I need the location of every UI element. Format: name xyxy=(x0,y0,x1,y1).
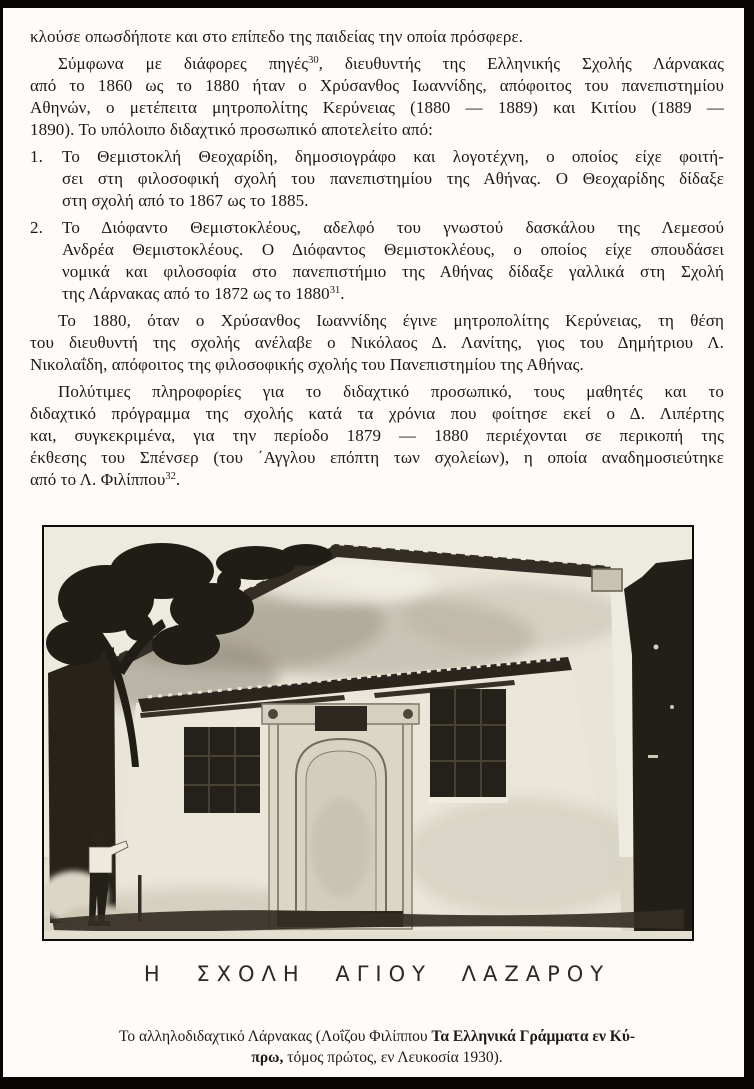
caption-text: τόμος πρώτος, εν Λευκοσία 1930). xyxy=(283,1049,503,1066)
page-border-top xyxy=(0,0,754,8)
text-line: και, συγκεκριμένα, για την περίοδο 1879 — 1880 περιέχονται σε περικοπή της xyxy=(30,426,724,445)
list-marker: 1. xyxy=(30,147,43,166)
caption-text: Το αλληλοδιδαχτικό Λάρνακας (Λοΐζου Φιλίππου xyxy=(118,1028,432,1045)
text-line: νομικά και φιλοσοφία στο πανεπιστήμιο της Αθήνας δίδαξε γαλλικά στη Σχολή xyxy=(62,262,724,281)
text-line: από το Λ. Φιλίππου$^{32}$. xyxy=(30,470,181,489)
paragraph xyxy=(30,310,724,376)
text-line: Το Θεμιστοκλή Θεοχαρίδη, δημοσιογράφο και λογοτέχνη, ο οποίος είχε φοιτή- xyxy=(62,147,724,166)
text-line: του διευθυντή της σχολής ανέλαβε ο Νικόλαος Δ. Λανίτης, γιος του Δημήτριου Λ. xyxy=(30,333,724,352)
text-line: έκθεσης του Σπένσερ (του ΄Αγγλου επόπτη των σχολείων), η οποία αναδημοσιεύτηκε xyxy=(30,448,724,467)
page-border-left xyxy=(0,0,3,1089)
text-line: Το 1880, όταν ο Χρύσανθος Ιωαννίδης έγινε μητροπολίτης Κερύνειας, τη θέση xyxy=(58,311,724,330)
text-line: της Λάρνακας από το 1872 ως το 1880$^{31}$. xyxy=(62,284,345,303)
text-line: Αθηνών, ο μετέπειτα μητροπολίτης Κερύνειας (1880 — 1889) και Κιτίου (1889 — xyxy=(30,98,724,117)
bottom-caption xyxy=(40,1026,714,1068)
text-line: διδαχτικό πρόγραμμα της σχολής κατά τα χρόνια που φοίτησε εκεί ο Δ. Λιπέρτης xyxy=(30,404,724,423)
list-marker: 2. xyxy=(30,218,43,237)
caption-line xyxy=(40,1026,714,1047)
paragraph xyxy=(30,381,724,491)
text-line: Πολύτιμες πληροφορίες για το διδαχτικό προσωπικό, τους μαθητές και το xyxy=(58,382,724,401)
paragraph xyxy=(30,53,724,141)
text-line: Σύμφωνα με διάφορες πηγές$^{30}$, διευθυντής της Ελληνικής Σχολής Λάρνακας xyxy=(58,54,724,73)
page-border-bottom xyxy=(0,1077,754,1089)
body-text xyxy=(30,26,724,491)
photo-caption: Η ΣΧΟΛΗ ΑΓΙΟΥ ΛΑΖΑΡΟΥ xyxy=(143,962,611,986)
school-photo xyxy=(44,527,692,939)
list-item xyxy=(30,146,724,212)
text-line: Νικολαΐδη, απόφοιτος της φιλοσοφικής σχολής του Πανεπιστημίου της Αθήνας. xyxy=(30,355,584,374)
page-border-right xyxy=(744,0,754,1089)
list-item xyxy=(30,217,724,305)
text-line: σει στη φιλοσοφική σχολή του πανεπιστημίου της Αθήνας. Ο Θεοχαρίδης δίδαξε xyxy=(62,169,724,188)
text-line: κλούσε οπωσδήποτε και στο επίπεδο της παιδείας την οποία πρόσφερε. xyxy=(30,27,524,46)
text-line: Το Διόφαντο Θεμιστοκλέους, αδελφό του γνωστού δασκάλου της Λεμεσού xyxy=(62,218,724,237)
caption-title-bold: Τα Ελληνικά Γράμματα εν Κύ- xyxy=(431,1028,636,1045)
caption-line xyxy=(40,1047,714,1068)
text-line: 1890). Το υπόλοιπο διδαχτικό προσωπικό αποτελείτο από: xyxy=(30,120,433,139)
text-line: στη σχολή από το 1867 ως το 1885. xyxy=(62,191,309,210)
text-line: Ανδρέα Θεμιστοκλέους. Ο Διόφαντος Θεμιστοκλέους, ο οποίος είχε σπουδάσει xyxy=(62,240,724,259)
caption-title-bold: πρω, xyxy=(251,1049,284,1066)
photo-figure xyxy=(42,525,694,941)
paragraph xyxy=(30,26,724,48)
text-line: από το 1860 ως το 1880 ήταν ο Χρύσανθος Ιωαννίδης, απόφοιτος του πανεπιστημίου xyxy=(30,76,724,95)
